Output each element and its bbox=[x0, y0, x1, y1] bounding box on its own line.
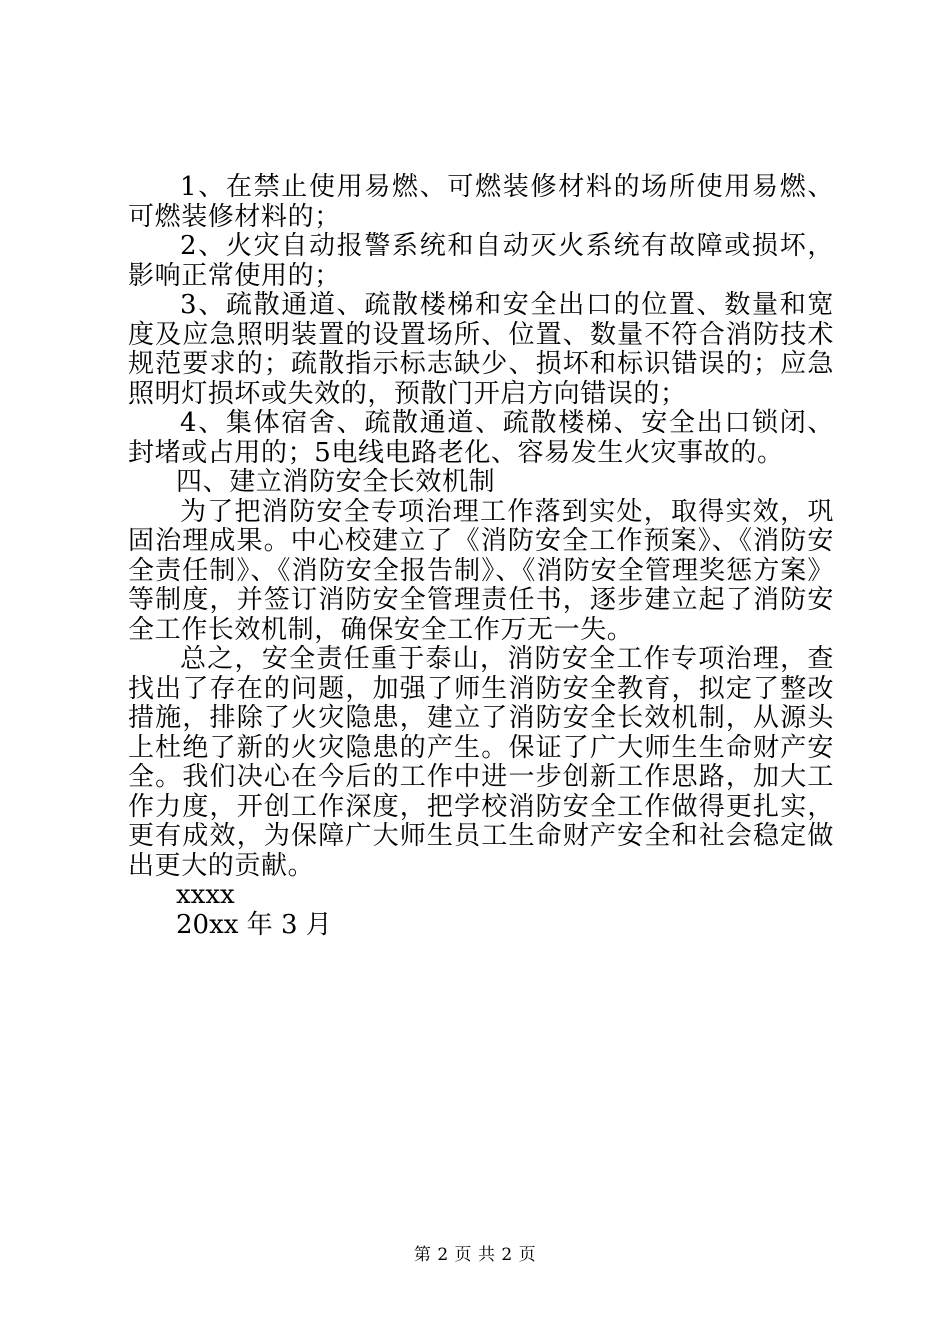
section-heading: 四、建立消防安全长效机制 bbox=[176, 467, 496, 497]
document-date: 20xx 年 3 月 bbox=[176, 909, 332, 940]
paragraph-mechanism: 为了把消防安全专项治理工作落到实处，取得实效，巩固治理成果。中心校建立了《消防安全工作预案》、《消防安全责任制》、《消防安全报告制》、《消防安全管理奖惩方案》等制度，并签订消防安全管理责任书，逐步建立起了消防安全工作长效机制，确保安全工作万无一失。 bbox=[128, 496, 834, 645]
document-body bbox=[128, 173, 834, 940]
paragraph-item-4: 4、集体宿舍、疏散通道、疏散楼梯、安全出口锁闭、封堵或占用的；5电线电路老化、容易发生火灾事故的。 bbox=[128, 408, 834, 468]
paragraph-item-3: 3、疏散通道、疏散楼梯和安全出口的位置、数量和宽度及应急照明装置的设置场所、位置、数量不符合消防技术规范要求的；疏散指示标志缺少、损坏和标识错误的；应急照明灯损坏或失效的，预散门开启方向错误的； bbox=[128, 290, 834, 409]
signature: xxxx bbox=[176, 880, 235, 910]
page-footer: 第 2 页 共 2 页 bbox=[413, 1245, 537, 1265]
paragraph-summary: 总之，安全责任重于泰山，消防安全工作专项治理，查找出了存在的问题，加强了师生消防安全教育，拟定了整改措施，排除了火灾隐患，建立了消防安全长效机制，从源头上杜绝了新的火灾隐患的产生。保证了广大师生生命财产安全。我们决心在今后的工作中进一步创新工作思路，加大工作力度，开创工作深度，把学校消防安全工作做得更扎实，更有成效，为保障广大师生员工生命财产安全和社会稳定做出更大的贡献。 bbox=[128, 644, 834, 881]
paragraph-item-2: 2、火灾自动报警系统和自动灭火系统有故障或损坏，影响正常使用的； bbox=[128, 231, 834, 291]
paragraph-item-1: 1、在禁止使用易燃、可燃装修材料的场所使用易燃、可燃装修材料的； bbox=[128, 172, 834, 232]
